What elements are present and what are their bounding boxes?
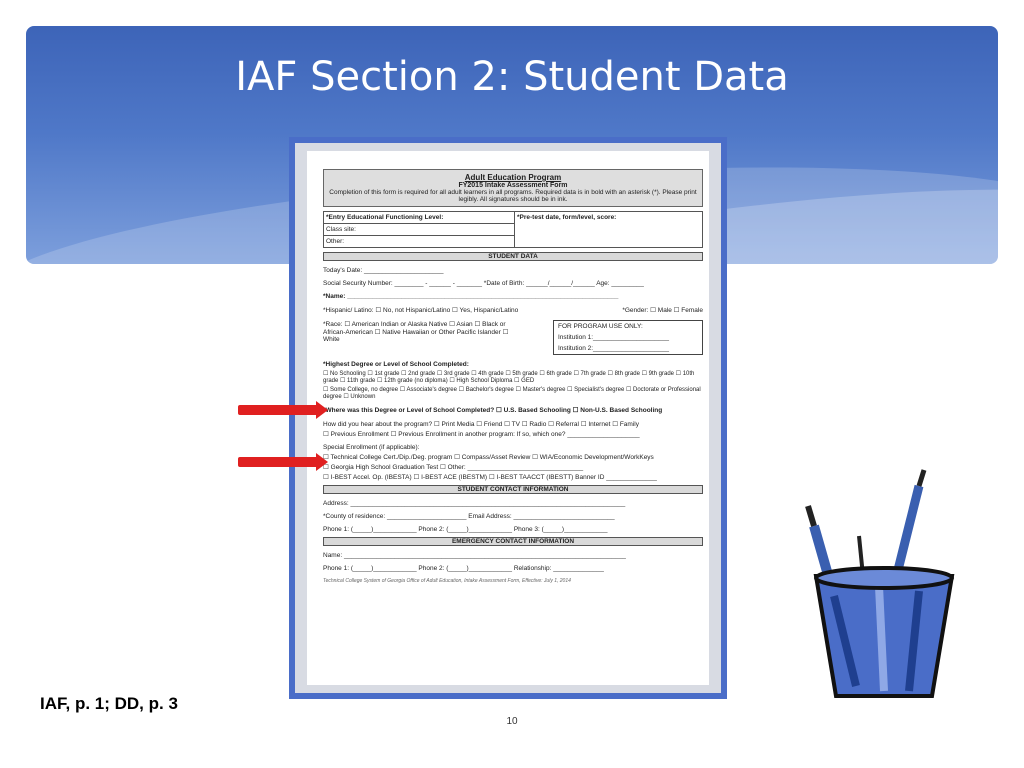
hispanic-field: *Hispanic/ Latino: ☐ No, not Hispanic/Latino ☐ Yes, Hispanic/Latino xyxy=(323,307,519,314)
special-enrollment-2: ☐ Georgia High School Graduation Test ☐ Other: ________________________________ xyxy=(323,464,584,471)
emergency-name-field: Name: ______________________________________________________________________________ xyxy=(323,552,626,559)
institution-1-field: Institution 1:_____________________ xyxy=(558,334,669,341)
form-name: FY2015 Intake Assessment Form xyxy=(458,182,568,189)
emergency-phones-field: Phone 1: (_____)____________ Phone 2: (_____)____________ Relationship: ______________ xyxy=(323,565,604,572)
pretest-label: *Pre-test date, form/level, score: xyxy=(517,214,617,221)
previous-enrollment-field: ☐ Previous Enrollment ☐ Previous Enrollment in another program: If so, which one? ____________________ xyxy=(323,431,640,438)
slide-title: IAF Section 2: Student Data xyxy=(235,54,789,100)
pencil-cup-icon xyxy=(804,466,964,706)
form-footer: Technical College System of Georgia Office of Adult Education, Intake Assessment Form, Effective: July 1, 2014 xyxy=(323,578,571,584)
program-use-label: FOR PROGRAM USE ONLY: xyxy=(558,323,643,330)
red-arrow-icon xyxy=(238,457,318,467)
race-field: *Race: ☐ American Indian or Alaska Native ☐ Asian ☐ Black or African-American ☐ Native Hawaiian or Other Pacific Islander ☐ White xyxy=(323,321,509,343)
name-field: *Name: ___________________________________________________________________________ xyxy=(323,293,619,300)
slide-caption: IAF, p. 1; DD, p. 3 xyxy=(40,694,178,713)
entry-level-label: *Entry Educational Functioning Level: xyxy=(324,212,514,224)
section-student-contact: STUDENT CONTACT INFORMATION xyxy=(323,485,703,494)
gender-field: *Gender: ☐ Male ☐ Female xyxy=(622,307,703,314)
other-label: Other: xyxy=(326,238,345,245)
form-page xyxy=(307,151,709,685)
county-email-field: *County of residence: ______________________ Email Address: ____________________________ xyxy=(323,513,615,520)
form-header xyxy=(323,169,703,207)
institution-2-field: Institution 2:_____________________ xyxy=(558,345,669,352)
form-image-matte xyxy=(295,143,721,693)
where-degree-field: *Where was this Degree or Level of School Completed? ☐ U.S. Based Schooling ☐ Non-U.S. Based Schooling xyxy=(323,407,663,414)
special-enrollment-label: Special Enrollment (if applicable): xyxy=(323,444,420,451)
degree-options-2: ☐ Some College, no degree ☐ Associate's degree ☐ Bachelor's degree ☐ Master's degree ☐ Specialist's degree ☐ Doctorate or Professional degree ☐ Unknown xyxy=(323,387,701,400)
phones-field: Phone 1: (_____)____________ Phone 2: (_____)____________ Phone 3: (_____)____________ xyxy=(323,526,608,533)
hear-about-field: How did you hear about the program? ☐ Print Media ☐ Friend ☐ TV ☐ Radio ☐ Referral ☐ Internet ☐ Family xyxy=(323,421,639,428)
red-arrow-icon xyxy=(238,405,318,415)
form-image-frame xyxy=(289,137,727,699)
page-number: 10 xyxy=(506,716,518,727)
todays-date-field: Today's Date: ______________________ xyxy=(323,267,444,274)
address-field: Address: ____________________________________________________________________________ xyxy=(323,500,626,507)
section-student-data: STUDENT DATA xyxy=(323,252,703,261)
class-site-label: Class site: xyxy=(324,224,514,236)
ssn-dob-field: Social Security Number: ________ - ______ - _______ *Date of Birth: ______/______/______ Age: _________ xyxy=(323,280,644,287)
intake-form xyxy=(323,169,703,584)
special-enrollment-1: ☐ Technical College Cert./Dip./Deg. program ☐ Compass/Asset Review ☐ WIA/Economic Development/WorkKeys xyxy=(323,454,654,461)
form-program: Adult Education Program xyxy=(464,173,562,182)
section-emergency-contact: EMERGENCY CONTACT INFORMATION xyxy=(323,537,703,546)
form-instructions: Completion of this form is required for all adult learners in all programs. Required data is in bold with an asterisk (*). Please print legibly. All signatures should be in ink. xyxy=(329,189,697,203)
highest-degree-label: *Highest Degree or Level of School Completed: xyxy=(323,361,469,368)
degree-options: ☐ No Schooling ☐ 1st grade ☐ 2nd grade ☐ 3rd grade ☐ 4th grade ☐ 5th grade ☐ 6th grade ☐ 7th grade ☐ 8th grade ☐ 9th grade ☐ 10th grade ☐ 11th grade ☐ 12th grade (no diploma) ☐ High School Diploma ☐ GED xyxy=(323,371,695,384)
special-enrollment-3: ☐ I-BEST Accel. Op. (IBESTA) ☐ I-BEST ACE (IBESTM) ☐ I-BEST TAACCT (IBESTT) Banner ID ______________ xyxy=(323,474,657,481)
